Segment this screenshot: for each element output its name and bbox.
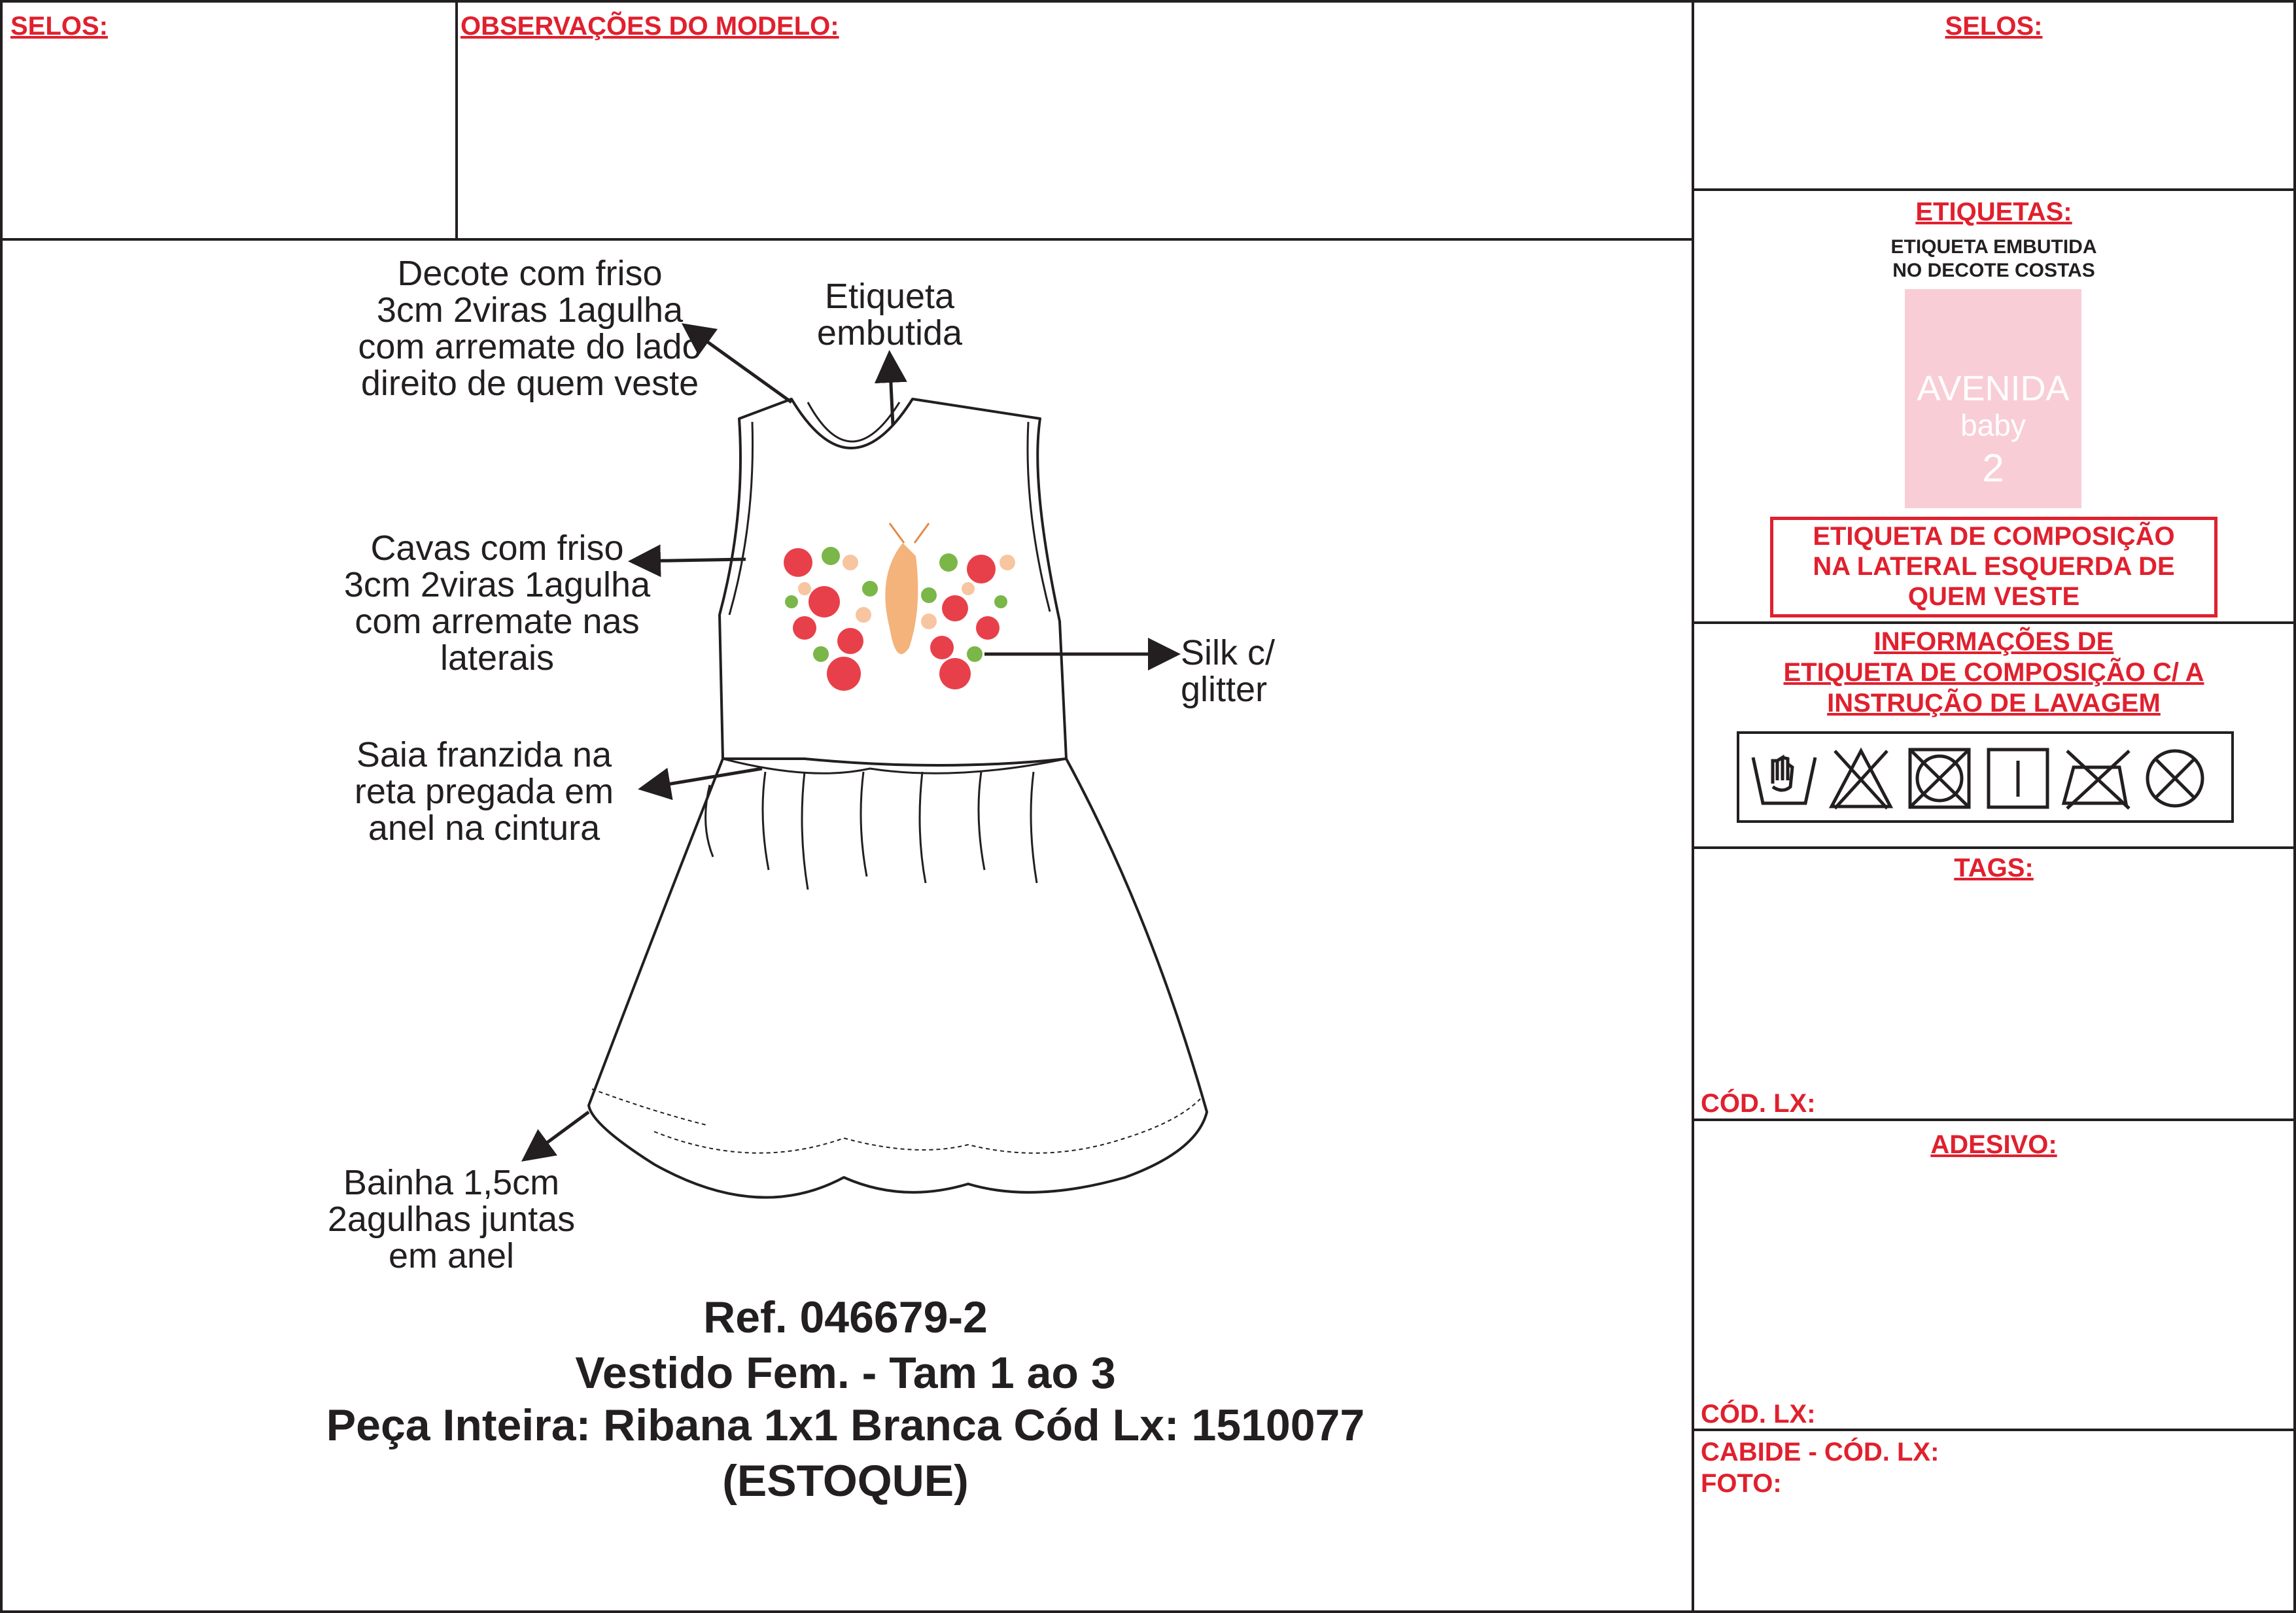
- brand-label-swatch: [1905, 289, 2081, 508]
- hand-wash-icon: [1753, 757, 1815, 803]
- no-bleach-icon: [1832, 751, 1890, 808]
- stock-line: (ESTOQUE): [722, 1456, 969, 1506]
- selos-label: SELOS:: [10, 12, 108, 41]
- brand-label-size: 2: [1982, 446, 2004, 490]
- cod-lx-tags: CÓD. LX:: [1701, 1089, 1816, 1118]
- composicao-box: ETIQUETA DE COMPOSIÇÃO NA LATERAL ESQUERDA DE QUEM VESTE: [1770, 517, 2218, 617]
- etiquetas-label: ETIQUETAS:: [1915, 198, 2072, 226]
- line-dry-icon: [1989, 750, 2047, 807]
- brand-label-name: AVENIDA: [1917, 369, 2070, 408]
- note-decote: Decote com friso 3cm 2viras 1agulha com arremate do lado direito de quem veste: [358, 254, 702, 403]
- etiqueta-embutida-text: ETIQUETA EMBUTIDA NO DECOTE COSTAS: [1890, 236, 2097, 281]
- cabide-text: CABIDE - CÓD. LX:: [1701, 1438, 1939, 1466]
- adesivo-label: ADESIVO:: [1930, 1130, 2057, 1159]
- tags-label: TAGS:: [1954, 854, 2034, 882]
- right-selos-label: SELOS:: [1945, 12, 2043, 41]
- ref-line: Ref. 046679-2: [703, 1292, 988, 1342]
- informacoes-text: INFORMAÇÕES DE ETIQUETA DE COMPOSIÇÃO C/ A INSTRUÇÃO DE LAVAGEM: [1783, 627, 2204, 718]
- dress-skirt: [589, 759, 1207, 1198]
- note-cavas: Cavas com friso 3cm 2viras 1agulha com arremate nas laterais: [343, 529, 651, 678]
- brand-label-sub: baby: [1960, 408, 2026, 442]
- right-divider-2: [1692, 621, 2296, 624]
- observacoes-label: OBSERVAÇÕES DO MODELO:: [461, 12, 839, 41]
- right-divider-4: [1692, 1119, 2296, 1121]
- right-divider-3: [1692, 846, 2296, 849]
- note-etiqueta: Etiqueta embutida: [816, 277, 963, 353]
- care-symbols: [1737, 731, 2234, 823]
- right-divider-1: [1692, 188, 2296, 191]
- no-tumble-dry-icon: [1910, 750, 1969, 807]
- butterfly-print: [784, 523, 1015, 691]
- arrow-saia: [644, 769, 762, 788]
- arrow-bainha: [527, 1112, 589, 1158]
- note-saia: Saia franzida na reta pregada em anel na cintura: [354, 735, 614, 848]
- cod-lx-adesivo: CÓD. LX:: [1701, 1400, 1816, 1429]
- no-dry-clean-icon: [2148, 751, 2202, 806]
- no-iron-icon: [2064, 751, 2129, 808]
- fabric-line: Peça Inteira: Ribana 1x1 Branca Cód Lx: 1510077: [326, 1400, 1365, 1450]
- note-bainha: Bainha 1,5cm 2agulhas juntas em anel: [327, 1163, 576, 1275]
- foto-text: FOTO:: [1701, 1469, 1782, 1498]
- note-silk: Silk c/ glitter: [1181, 633, 1276, 709]
- product-line: Vestido Fem. - Tam 1 ao 3: [575, 1348, 1116, 1398]
